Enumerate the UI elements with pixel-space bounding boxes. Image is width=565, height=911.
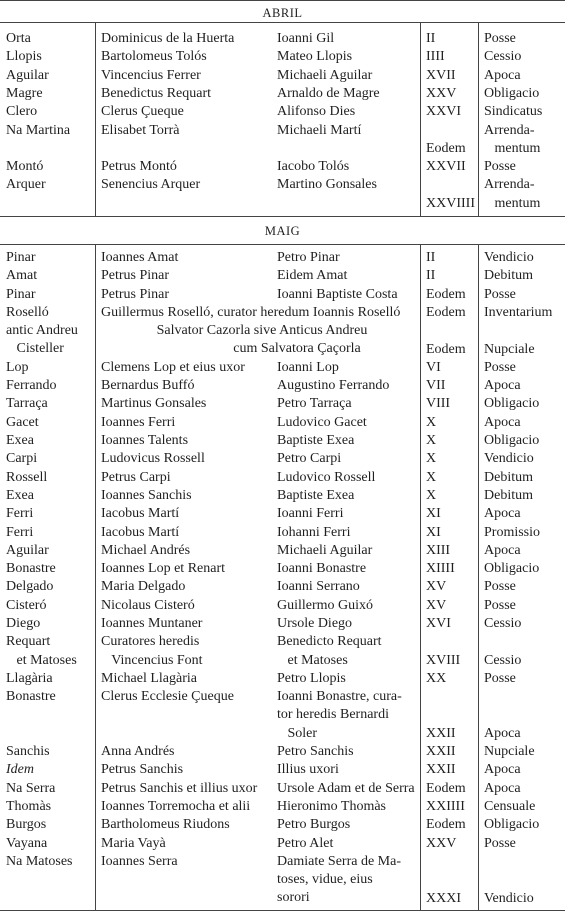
cell-recipient: Ioanni Gil: [277, 31, 335, 46]
cell-day: XXXI: [426, 890, 461, 906]
cell-day: XX: [426, 670, 447, 686]
cell-grantor: Benedictus Requart: [101, 85, 212, 101]
cell-grantor: Salvator Cazorla sive Anticus Andreu cum Salvatora Çaçorla: [156, 323, 368, 357]
cell-grantor: Maria Vayà: [101, 835, 166, 851]
cell-day: II: [426, 268, 436, 284]
cell-act: Apoca: [484, 414, 521, 430]
cell-grantor: Petrus Pinar: [101, 286, 170, 302]
column-divider: [478, 244, 479, 910]
cell-surname: Na Serra: [6, 780, 56, 796]
cell-day: XI: [426, 524, 441, 540]
cell-surname: Aguilar: [6, 67, 49, 83]
cell-act: Apoca: [484, 542, 521, 558]
cell-act: Posse: [484, 835, 516, 851]
cell-surname: Bonastre: [6, 689, 56, 705]
cell-day: XXIIII: [426, 799, 465, 814]
cell-recipient: Petro Llopis: [277, 670, 346, 686]
cell-day: II: [426, 31, 436, 46]
cell-surname: Sanchis: [6, 744, 50, 760]
cell-surname: Aguilar: [6, 542, 49, 558]
cell-act: Vendicio: [484, 451, 534, 467]
cell-grantor: Clemens Lop et eius uxor: [101, 359, 245, 375]
cell-surname: Lop: [6, 359, 29, 375]
cell-surname: Delgado: [6, 579, 54, 595]
cell-act: Nupciale: [484, 341, 535, 357]
cell-surname: Burgos: [6, 817, 47, 833]
cell-surname: Orta: [6, 31, 31, 46]
cell-act: Arrenda- mentum: [484, 177, 541, 211]
cell-recipient: Petro Tarraça: [277, 396, 352, 412]
cell-surname: Rossell: [6, 469, 48, 485]
cell-day: XXVIIII: [426, 195, 475, 211]
cell-day: XV: [426, 579, 447, 595]
cell-day: Eodem: [426, 341, 466, 357]
cell-surname: Amat: [6, 268, 38, 284]
rule-top: [0, 0, 565, 1]
cell-day: XXII: [426, 744, 456, 760]
cell-act: Arrenda- mentum: [484, 122, 541, 156]
cell-grantor: Guillermus Roselló, curator heredum Ioannis Roselló: [101, 304, 401, 320]
cell-surname: Magre: [6, 85, 43, 101]
cell-day: X: [426, 433, 437, 448]
cell-recipient: Ursole Adam et de Serra: [277, 780, 415, 796]
cell-recipient: Alifonso Dies: [277, 104, 356, 120]
cell-recipient: Ursole Diego: [277, 616, 353, 631]
cell-recipient: Ludovico Rossell: [277, 469, 376, 485]
cell-grantor: Ludovicus Rossell: [101, 451, 205, 467]
cell-surname: Idem: [6, 762, 34, 778]
cell-recipient: Petro Pinar: [277, 250, 340, 265]
cell-day: Eodem: [426, 780, 466, 796]
cell-act: Obligacio: [484, 561, 540, 577]
cell-surname: Diego: [6, 616, 41, 631]
cell-act: Debitum: [484, 469, 533, 485]
cell-day: XI: [426, 506, 441, 522]
cell-recipient: Eidem Amat: [277, 268, 348, 284]
cell-recipient: Michaeli Martí: [277, 122, 362, 138]
cell-surname: Montó: [6, 159, 44, 175]
cell-recipient: Baptiste Exea: [277, 487, 355, 503]
cell-grantor: Bernardus Buffó: [101, 378, 195, 394]
cell-grantor: Bartolomeus Tolós: [101, 49, 207, 65]
cell-act: Posse: [484, 359, 516, 375]
cell-act: Promissio: [484, 524, 541, 540]
cell-recipient: Illius uxori: [277, 762, 339, 778]
cell-day: XVIII: [426, 652, 461, 668]
cell-day: Eodem: [426, 817, 466, 833]
cell-grantor: Ioannes Sanchis: [101, 487, 192, 503]
cell-surname: Vayana: [6, 835, 48, 851]
cell-surname: Cisteró: [6, 597, 47, 613]
cell-grantor: Petrus Pinar: [101, 268, 170, 284]
cell-day: VII: [426, 378, 446, 394]
cell-grantor: Curatores heredis Vincencius Font: [101, 634, 203, 668]
cell-grantor: Ioannes Amat: [101, 250, 179, 265]
column-divider: [478, 22, 479, 216]
cell-surname: Exea: [6, 487, 34, 503]
section-heading-maig: MAIG: [264, 224, 301, 238]
cell-grantor: Ioannes Serra: [101, 853, 178, 869]
cell-act: Obligacio: [484, 85, 540, 101]
cell-act: Posse: [484, 286, 516, 302]
cell-act: Apoca: [484, 67, 521, 83]
cell-grantor: Michael Andrés: [101, 542, 191, 558]
cell-surname: Requart et Matoses: [6, 634, 77, 668]
cell-act: Censuale: [484, 799, 536, 814]
cell-recipient: Ioanni Lop: [277, 359, 339, 375]
cell-surname: Ferri: [6, 524, 34, 540]
cell-day: XXV: [426, 85, 457, 101]
cell-surname: antic Andreu Cisteller: [6, 323, 78, 357]
cell-recipient: Ioanni Bonastre: [277, 561, 367, 577]
cell-recipient: Iohanni Ferri: [277, 524, 351, 540]
rule-abril-heading: [0, 22, 565, 23]
cell-surname: Pinar: [6, 286, 36, 302]
cell-act: Apoca: [484, 780, 521, 796]
cell-grantor: Ioannes Ferri: [101, 414, 176, 430]
cell-act: Posse: [484, 579, 516, 595]
cell-day: XXV: [426, 835, 457, 851]
cell-day: XVII: [426, 67, 456, 83]
cell-grantor: Vincencius Ferrer: [101, 67, 201, 83]
cell-day: X: [426, 469, 437, 485]
section-heading-abril: ABRIL: [262, 6, 303, 20]
cell-act: Apoca: [484, 725, 521, 741]
cell-day: Eodem: [426, 304, 466, 320]
cell-day: VI: [426, 359, 441, 375]
cell-act: Cessio: [484, 652, 522, 668]
cell-surname: Thomàs: [6, 799, 52, 814]
cell-recipient: Hieronimo Thomàs: [277, 799, 387, 814]
cell-surname: Tarraça: [6, 396, 48, 412]
cell-act: Posse: [484, 670, 516, 686]
cell-grantor: Ioannes Lop et Renart: [101, 561, 226, 577]
cell-grantor: Maria Delgado: [101, 579, 186, 595]
cell-recipient: Baptiste Exea: [277, 433, 355, 448]
cell-act: Vendicio: [484, 890, 534, 906]
cell-grantor: Ioannes Muntaner: [101, 616, 203, 631]
cell-act: Debitum: [484, 487, 533, 503]
cell-recipient: Petro Burgos: [277, 817, 351, 833]
cell-recipient: Petro Carpi: [277, 451, 342, 467]
cell-day: Eodem: [426, 140, 466, 156]
cell-recipient: Petro Alet: [277, 835, 334, 851]
cell-recipient: Michaeli Aguilar: [277, 67, 373, 83]
cell-day: X: [426, 487, 437, 503]
cell-act: Cessio: [484, 616, 522, 631]
cell-surname: Llopis: [6, 49, 42, 65]
cell-act: Posse: [484, 597, 516, 613]
cell-surname: Na Matoses: [6, 853, 73, 869]
cell-act: Posse: [484, 31, 516, 46]
cell-grantor: Petrus Carpi: [101, 469, 171, 485]
cell-recipient: Benedicto Requart et Matoses: [277, 634, 382, 668]
cell-day: XV: [426, 597, 447, 613]
cell-surname: Clero: [6, 104, 38, 120]
cell-surname: Bonastre: [6, 561, 56, 577]
cell-surname: Roselló: [6, 304, 49, 320]
cell-surname: Na Martina: [6, 122, 71, 138]
rule-abril-bottom: [0, 216, 565, 217]
cell-day: VIII: [426, 396, 451, 412]
cell-act: Nupciale: [484, 744, 535, 760]
cell-grantor: Nicolaus Cisteró: [101, 597, 195, 613]
cell-recipient: Michaeli Aguilar: [277, 542, 373, 558]
cell-surname: Ferrando: [6, 378, 57, 394]
cell-act: Obligacio: [484, 433, 540, 448]
cell-surname: Arquer: [6, 177, 46, 193]
cell-recipient: Ioanni Baptiste Costa: [277, 286, 398, 302]
cell-recipient: Ioanni Ferri: [277, 506, 344, 522]
cell-recipient: Damiate Serra de Ma- toses, vidue, eius sorori: [277, 853, 401, 906]
cell-act: Apoca: [484, 378, 521, 394]
column-divider: [95, 22, 96, 216]
cell-act: Posse: [484, 159, 516, 175]
cell-grantor: Iacobus Martí: [101, 524, 180, 540]
cell-day: XXVII: [426, 159, 466, 175]
cell-grantor: Clerus Ecclesie Çueque: [101, 689, 234, 705]
cell-act: Obligacio: [484, 396, 540, 412]
cell-act: Sindicatus: [484, 104, 543, 120]
cell-grantor: Iacobus Martí: [101, 506, 180, 522]
cell-grantor: Clerus Çueque: [101, 104, 184, 120]
cell-grantor: Michael Llagària: [101, 670, 198, 686]
cell-day: X: [426, 414, 437, 430]
column-divider: [95, 244, 96, 910]
cell-day: XXVI: [426, 104, 461, 120]
cell-recipient: Martino Gonsales: [277, 177, 377, 193]
cell-day: XIIII: [426, 561, 455, 577]
cell-act: Obligacio: [484, 817, 540, 833]
cell-day: XXII: [426, 762, 456, 778]
cell-day: XVI: [426, 616, 451, 631]
cell-surname: Ferri: [6, 506, 34, 522]
cell-grantor: Ioannes Torremocha et alii: [101, 799, 251, 814]
cell-day: X: [426, 451, 437, 467]
cell-grantor: Anna Andrés: [101, 744, 175, 760]
cell-surname: Gacet: [6, 414, 39, 430]
rule-maig-heading: [0, 244, 565, 245]
cell-recipient: Ioanni Serrano: [277, 579, 360, 595]
cell-act: Apoca: [484, 762, 521, 778]
cell-recipient: Guillermo Guixó: [277, 597, 374, 613]
cell-recipient: Augustino Ferrando: [277, 378, 390, 394]
cell-recipient: Ioanni Bonastre, cura- tor heredis Bernardi Soler: [277, 689, 402, 741]
cell-recipient: Arnaldo de Magre: [277, 85, 380, 101]
cell-recipient: Ludovico Gacet: [277, 414, 367, 430]
cell-act: Debitum: [484, 268, 533, 284]
cell-grantor: Petrus Sanchis: [101, 762, 184, 778]
cell-grantor: Dominicus de la Huerta: [101, 31, 235, 46]
cell-day: II: [426, 250, 436, 265]
cell-day: XXII: [426, 725, 456, 741]
cell-act: Apoca: [484, 506, 521, 522]
cell-day: XIII: [426, 542, 451, 558]
cell-grantor: Petrus Montó: [101, 159, 177, 175]
cell-grantor: Ioannes Talents: [101, 433, 189, 448]
cell-act: Vendicio: [484, 250, 534, 265]
cell-grantor: Senencius Arquer: [101, 177, 201, 193]
cell-recipient: Iacobo Tolós: [277, 159, 350, 175]
cell-act: Inventarium: [484, 304, 553, 320]
cell-surname: Exea: [6, 433, 34, 448]
cell-grantor: Petrus Sanchis et illius uxor: [101, 780, 258, 796]
cell-grantor: Martinus Gonsales: [101, 396, 207, 412]
cell-day: IIII: [426, 49, 445, 65]
cell-act: Cessio: [484, 49, 522, 65]
cell-grantor: Bartholomeus Riudons: [101, 817, 230, 833]
cell-surname: Pinar: [6, 250, 36, 265]
cell-day: Eodem: [426, 286, 466, 302]
cell-grantor: Elisabet Torrà: [101, 122, 180, 138]
cell-recipient: Petro Sanchis: [277, 744, 354, 760]
cell-surname: Carpi: [6, 451, 38, 467]
cell-recipient: Mateo Llopis: [277, 49, 353, 65]
cell-surname: Llagària: [6, 670, 53, 686]
